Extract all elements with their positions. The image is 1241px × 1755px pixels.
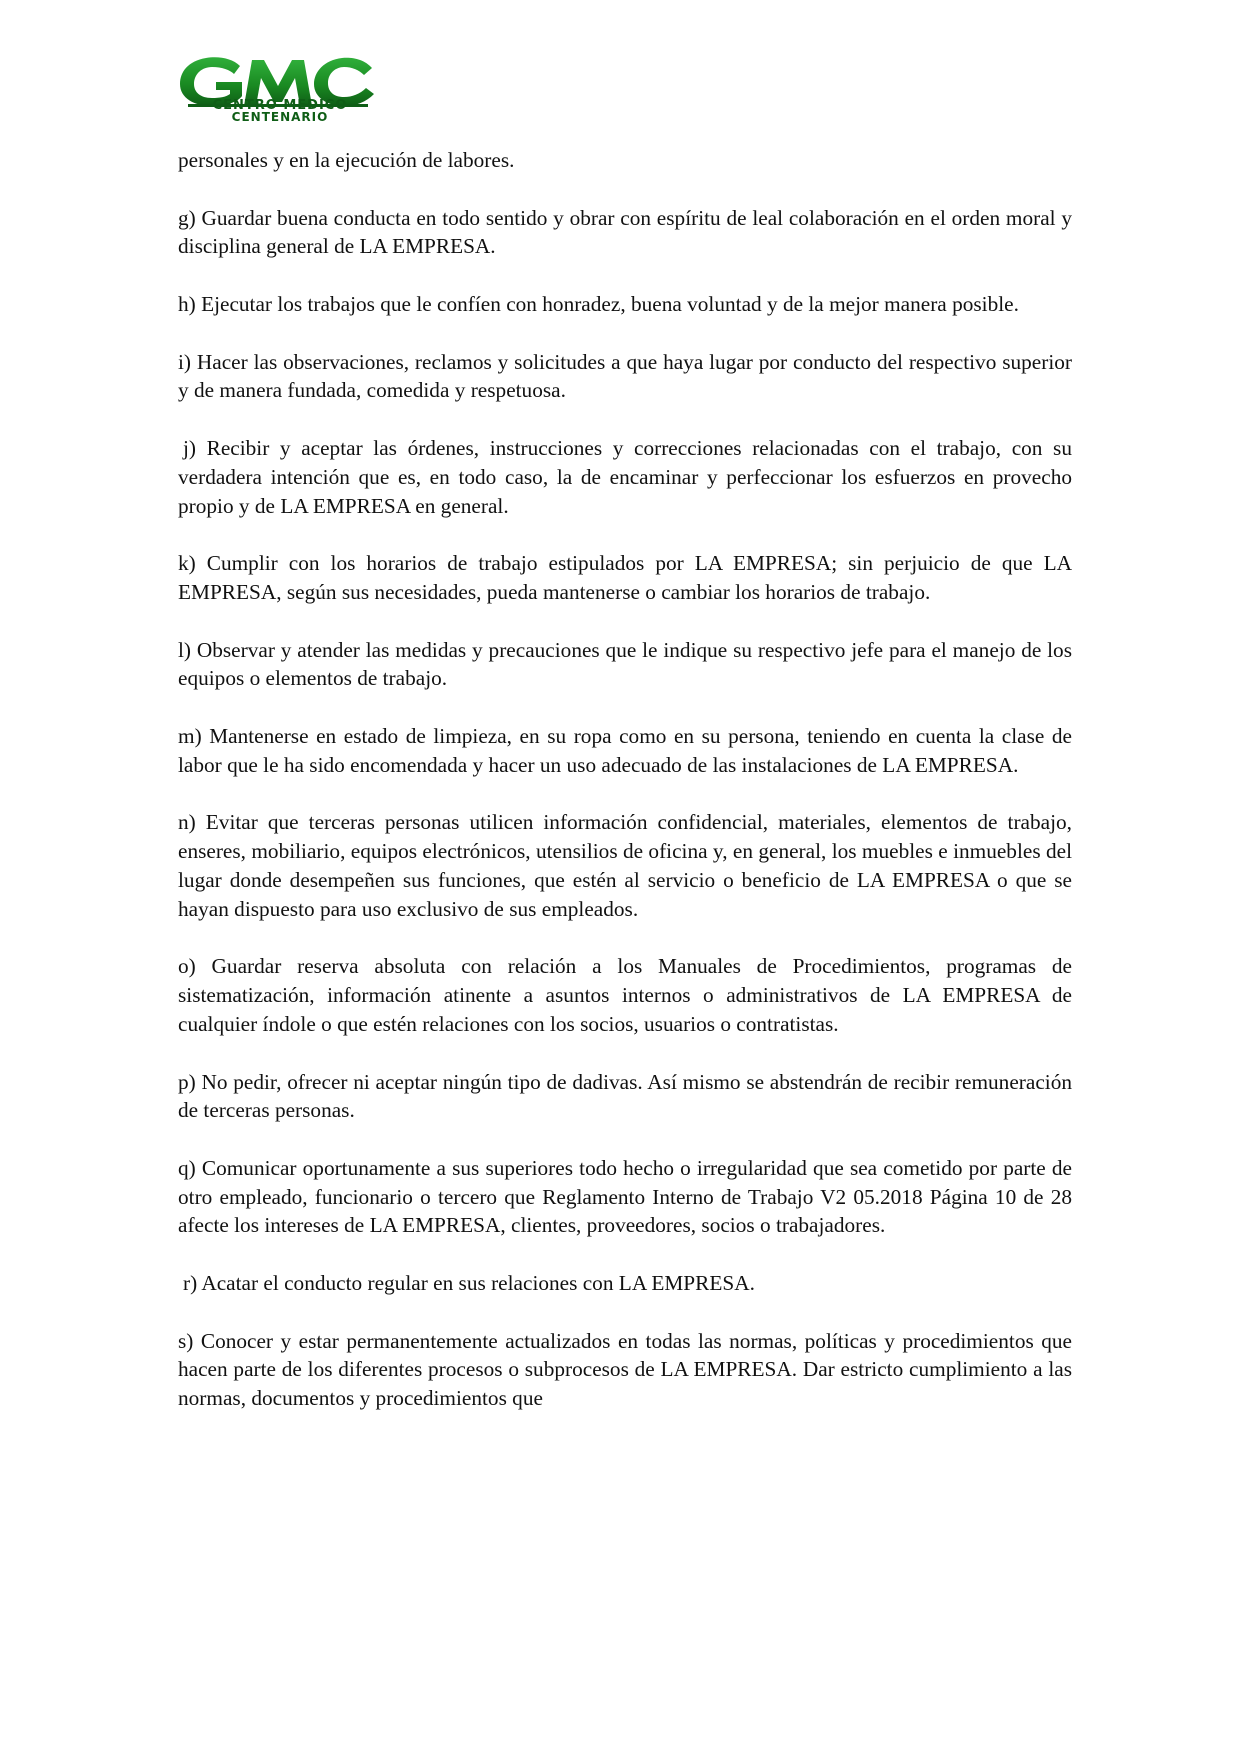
paragraph-item-p: p) No pedir, ofrecer ni aceptar ningún tipo de dadivas. Así mismo se abstendrán de recibir remuneración de terceras personas. [178, 1069, 1072, 1123]
paragraph-item-q: q) Comunicar oportunamente a sus superiores todo hecho o irregularidad que sea cometido por parte de otro empleado, funcionario o tercero que Reglamento Interno de Trabajo V2 05.2018 Página 10 de 28 afecte los intereses de LA EMPRESA, clientes, proveedores, socios o trabajadores. [178, 1155, 1072, 1238]
logo-line1: CENTRO MEDICO [212, 98, 348, 113]
paragraph-item-g: g) Guardar buena conducta en todo sentido y obrar con espíritu de leal colaboración en el orden moral y disciplina general de LA EMPRESA. [178, 205, 1072, 259]
paragraph-continuation: personales y en la ejecución de labores. [178, 148, 515, 172]
paragraph-item-i: i) Hacer las observaciones, reclamos y solicitudes a que haya lugar por conducto del respectivo superior y de manera fundada, comedida y respetuosa. [178, 349, 1072, 403]
document-body [178, 146, 1072, 1413]
paragraph-item-l: l) Observar y atender las medidas y precauciones que le indique su respectivo jefe para el manejo de los equipos o elementos de trabajo. [178, 637, 1072, 691]
logo-line2: CENTENARIO [231, 110, 329, 124]
paragraph-item-j: j) Recibir y aceptar las órdenes, instrucciones y correcciones relacionadas con el trabajo, con su verdadera intención que es, en todo caso, la de encaminar y perfeccionar los esfuerzos en provecho propio y de LA EMPRESA en general. [178, 435, 1072, 518]
paragraph-item-o: o) Guardar reserva absoluta con relación a los Manuales de Procedimientos, programas de sistematización, información atinente a asuntos internos o administrativos de LA EMPRESA de cualquier índole o que estén relaciones con los socios, usuarios o contratistas. [178, 954, 1072, 1036]
company-logo [178, 52, 380, 134]
paragraph-item-n: n) Evitar que terceras personas utilicen información confidencial, materiales, elementos de trabajo, enseres, mobiliario, equipos electrónicos, utensilios de oficina y, en general, los muebles e inmuebles del lugar donde desempeñen sus funciones, que estén al servicio o beneficio de LA EMPRESA o que se hayan dispuesto para uso exclusivo de sus empleados. [178, 810, 1072, 921]
paragraph-item-m: m) Mantenerse en estado de limpieza, en su ropa como en su persona, teniendo en cuenta la clase de labor que le ha sido encomendada y hacer un uso adecuado de las instalaciones de LA EMPRESA. [178, 723, 1072, 777]
paragraph-item-k: k) Cumplir con los horarios de trabajo estipulados por LA EMPRESA; sin perjuicio de que LA EMPRESA, según sus necesidades, pueda mantenerse o cambiar los horarios de trabajo. [178, 551, 1072, 604]
paragraph-item-h: h) Ejecutar los trabajos que le confíen con honradez, buena voluntad y de la mejor manera posible. [178, 291, 1019, 316]
paragraph-item-s: s) Conocer y estar permanentemente actualizados en todas las normas, políticas y procedimientos que hacen parte de los diferentes procesos o subprocesos de LA EMPRESA. Dar estricto cumplimiento a las normas, documentos y procedimientos que [178, 1328, 1072, 1411]
paragraph-item-r: r) Acatar el conducto regular en sus relaciones con LA EMPRESA. [183, 1271, 755, 1296]
